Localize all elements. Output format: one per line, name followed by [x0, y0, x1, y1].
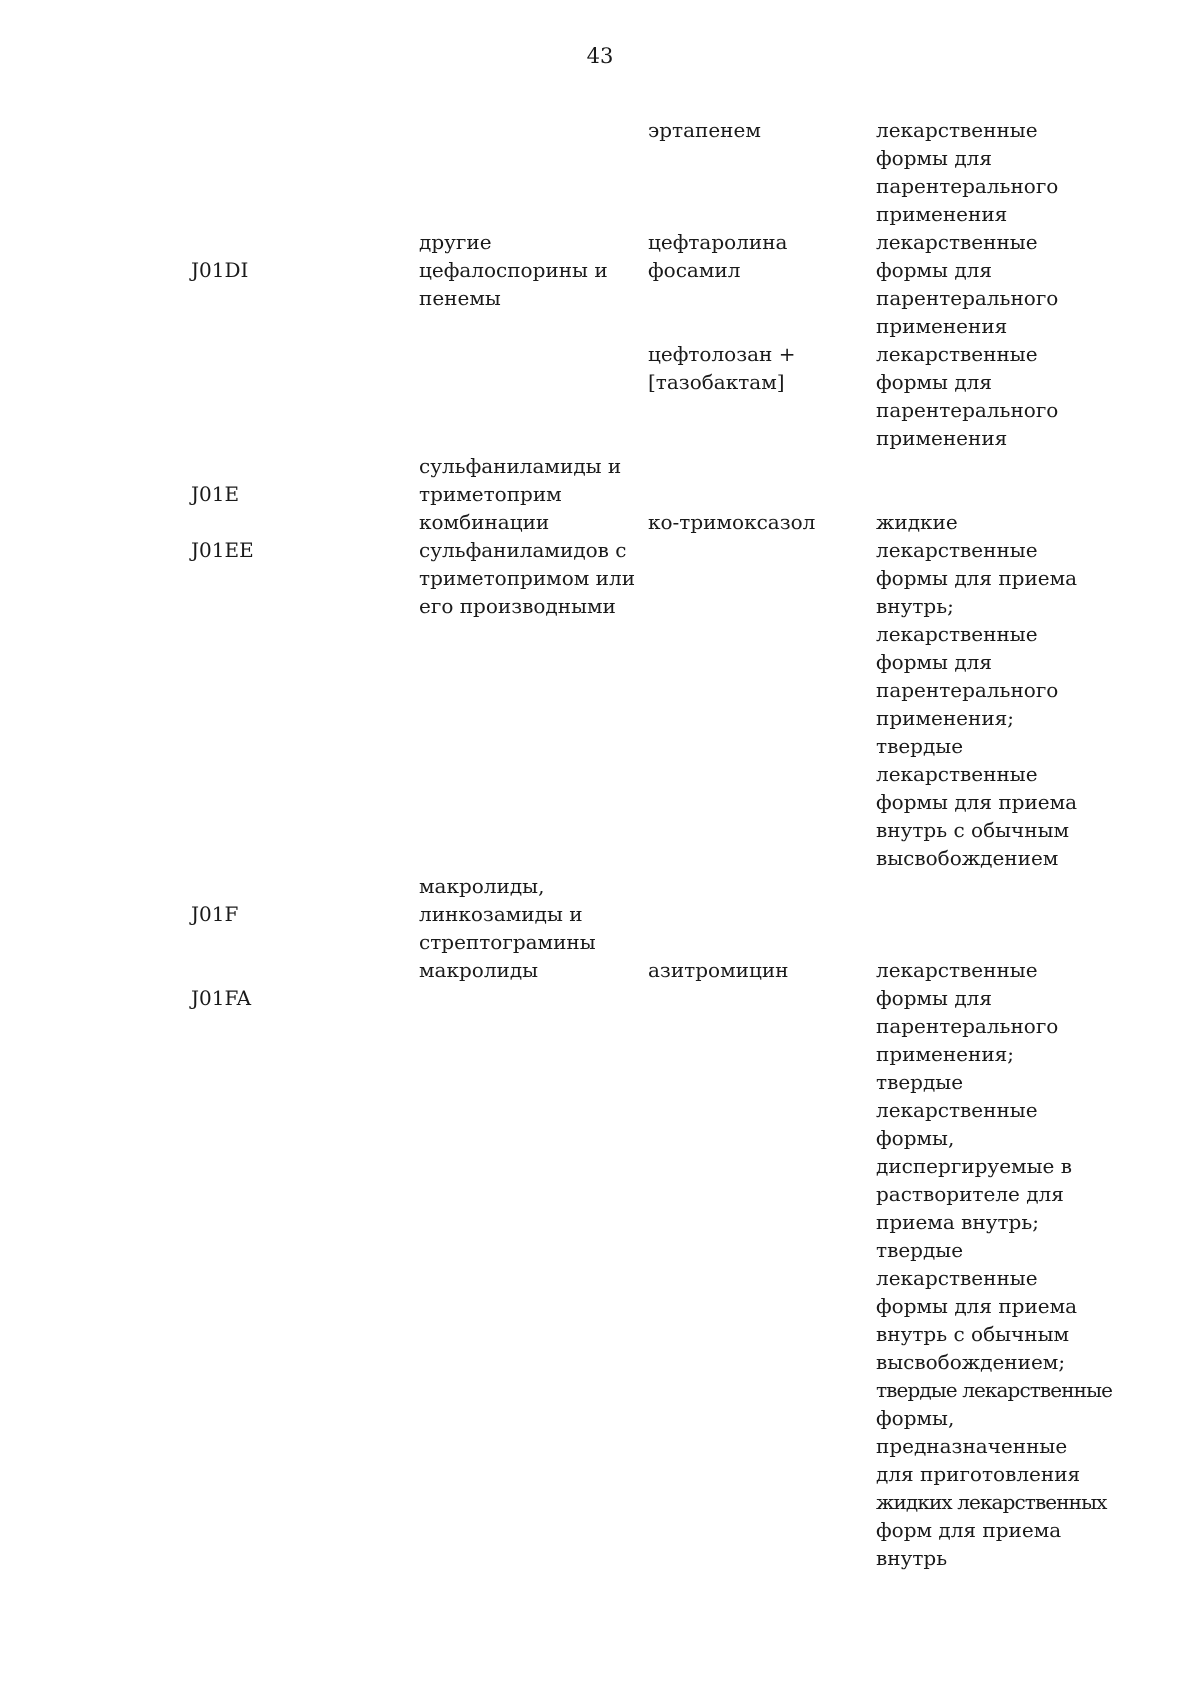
atc-code: J01E: [191, 482, 240, 506]
dosage-form-line: внутрь;: [876, 594, 954, 618]
dosage-form-line: высвобождением;: [876, 1350, 1066, 1374]
dosage-form-line: формы для: [876, 258, 992, 282]
group-name-line: макролиды,: [419, 874, 545, 898]
dosage-form-line: внутрь с обычным: [876, 818, 1070, 842]
dosage-form-line: формы,: [876, 1406, 955, 1430]
dosage-form-line: лекарственные: [876, 1266, 1038, 1290]
group-name-line: сульфаниламиды и: [419, 454, 622, 478]
dosage-form-line: для приготовления: [876, 1462, 1081, 1486]
dosage-form-line: применения: [876, 202, 1008, 226]
dosage-form-line: жидких лекарственных: [876, 1490, 1107, 1514]
group-name-line: сульфаниламидов с: [419, 538, 627, 562]
dosage-form-line: жидкие: [876, 510, 958, 534]
dosage-form-line: лекарственные: [876, 230, 1038, 254]
dosage-form-line: формы для: [876, 986, 992, 1010]
drug-name: ко-тримоксазол: [648, 510, 816, 534]
dosage-form-line: твердые: [876, 734, 964, 758]
dosage-form-line: твердые: [876, 1238, 964, 1262]
dosage-form-line: лекарственные: [876, 118, 1038, 142]
dosage-form-line: применения: [876, 314, 1008, 338]
drug-name: [тазобактам]: [648, 370, 785, 394]
drug-name: цефтолозан +: [648, 342, 796, 366]
group-name-line: другие: [419, 230, 492, 254]
dosage-form-line: применения;: [876, 706, 1015, 730]
group-name-line: линкозамиды и: [419, 902, 583, 926]
dosage-form-line: формы для приема: [876, 566, 1078, 590]
group-name-line: триметопримом или: [419, 566, 636, 590]
dosage-form-line: парентерального: [876, 1014, 1059, 1038]
dosage-form-line: парентерального: [876, 398, 1059, 422]
group-name-line: комбинации: [419, 510, 550, 534]
dosage-form-line: лекарственные: [876, 538, 1038, 562]
dosage-form-line: применения: [876, 426, 1008, 450]
dosage-form-line: применения;: [876, 1042, 1015, 1066]
dosage-form-line: формы для: [876, 650, 992, 674]
dosage-form-line: высвобождением: [876, 846, 1059, 870]
atc-code: J01F: [191, 902, 239, 926]
dosage-form-line: предназначенные: [876, 1434, 1068, 1458]
dosage-form-line: внутрь: [876, 1546, 948, 1570]
dosage-form-line: парентерального: [876, 286, 1059, 310]
dosage-form-line: диспергируемые в: [876, 1154, 1072, 1178]
dosage-form-line: лекарственные: [876, 762, 1038, 786]
drug-name: фосамил: [648, 258, 741, 282]
atc-code: J01DI: [191, 258, 249, 282]
dosage-form-line: внутрь с обычным: [876, 1322, 1070, 1346]
drug-name: эртапенем: [648, 118, 761, 142]
dosage-form-line: лекарственные: [876, 622, 1038, 646]
dosage-form-line: формы для приема: [876, 790, 1078, 814]
atc-code: J01FA: [191, 986, 252, 1010]
group-name-line: его производными: [419, 594, 616, 618]
dosage-form-line: твердые лекарственные: [876, 1378, 1113, 1402]
group-name-line: макролиды: [419, 958, 539, 982]
group-name-line: пенемы: [419, 286, 501, 310]
dosage-form-line: приема внутрь;: [876, 1210, 1039, 1234]
dosage-form-line: формы для: [876, 370, 992, 394]
atc-code: J01EE: [191, 538, 254, 562]
dosage-form-line: формы для: [876, 146, 992, 170]
group-name-line: триметоприм: [419, 482, 562, 506]
dosage-form-line: форм для приема: [876, 1518, 1062, 1542]
page-number: 43: [586, 44, 614, 68]
dosage-form-line: лекарственные: [876, 958, 1038, 982]
group-name-line: цефалоспорины и: [419, 258, 608, 282]
dosage-form-line: растворителе для: [876, 1182, 1064, 1206]
dosage-form-line: парентерального: [876, 678, 1059, 702]
dosage-form-line: лекарственные: [876, 342, 1038, 366]
drug-name: азитромицин: [648, 958, 789, 982]
dosage-form-line: лекарственные: [876, 1098, 1038, 1122]
group-name-line: стрептограмины: [419, 930, 596, 954]
drug-name: цефтаролина: [648, 230, 788, 254]
dosage-form-line: формы,: [876, 1126, 955, 1150]
dosage-form-line: формы для приема: [876, 1294, 1078, 1318]
dosage-form-line: твердые: [876, 1070, 964, 1094]
dosage-form-line: парентерального: [876, 174, 1059, 198]
